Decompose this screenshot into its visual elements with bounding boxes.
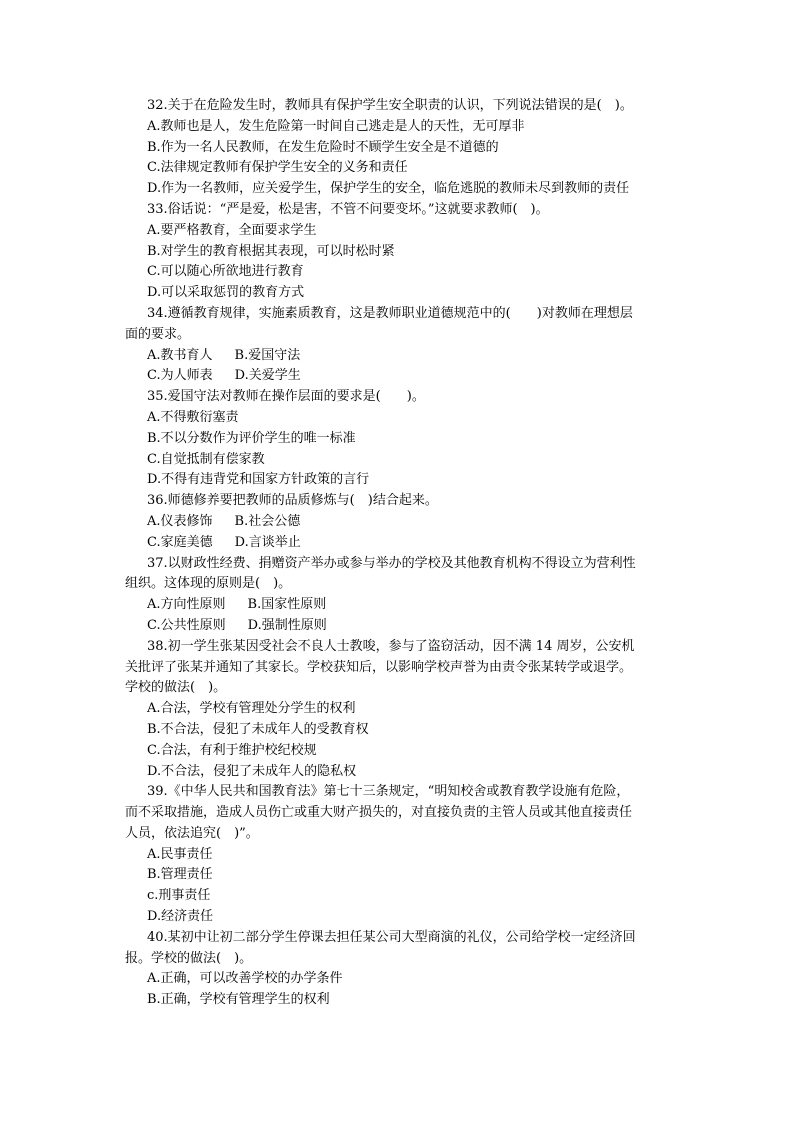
option-c: c.刑事责任 — [147, 888, 211, 904]
option-b: B.爱国守法 — [234, 347, 301, 363]
question-32 — [125, 96, 675, 200]
option-b: B.国家性原则 — [247, 597, 327, 613]
question-stem: 37.以财政性经费、捐赠资产举办或参与举办的学校及其他教育机构不得设立为营利性 — [147, 555, 636, 571]
option-d: D.言谈举止 — [234, 534, 301, 550]
option-c: C.合法，有利于维护校纪校规 — [147, 742, 317, 758]
question-stem: 36.师德修养要把教师的品质修炼与( )结合起来。 — [147, 493, 438, 509]
option-b: B.对学生的教育根据其表现，可以时松时紧 — [147, 243, 395, 259]
question-38 — [125, 637, 675, 783]
question-stem: 38.初一学生张某因受社会不良人士教唆，参与了盗窃活动，因不满 14 周岁，公安机 — [147, 638, 635, 654]
option-c: C.公共性原则 — [147, 617, 226, 633]
option-a: A.方向性原则 — [147, 597, 226, 613]
question-stem: 33.俗话说：“严是爱，松是害，不管不问要变坏。”这就要求教师( )。 — [147, 201, 549, 217]
question-stem-continued: 而不采取措施，造成人员伤亡或重大财产损失的，对直接负责的主管人员或其他直接责任 — [125, 805, 633, 821]
option-b: B.不合法，侵犯了未成年人的受教育权 — [147, 721, 369, 737]
option-a: A.教师也是人，发生危险第一时间自己逃走是人的天性，无可厚非 — [147, 118, 525, 134]
option-row — [125, 616, 675, 637]
question-stem-continued: 面的要求。 — [125, 326, 191, 342]
option-a: A.合法，学校有管理处分学生的权利 — [147, 701, 356, 717]
option-c: C.家庭美德 — [147, 534, 213, 550]
question-stem: 39.《中华人民共和国教育法》第七十三条规定，“明知校舍或教育教学设施有危险， — [147, 784, 630, 800]
option-d: D.关爱学生 — [234, 368, 301, 384]
option-c: C.法律规定教师有保护学生安全的义务和责任 — [147, 160, 408, 176]
option-row — [125, 533, 675, 554]
option-a: A.不得敷衍塞责 — [147, 409, 239, 425]
option-c: C.可以随心所欲地进行教育 — [147, 264, 304, 280]
question-stem-continued: 学校的做法( )。 — [125, 680, 227, 696]
question-35 — [125, 387, 675, 491]
option-b: B.不以分数作为评价学生的唯一标准 — [147, 430, 356, 446]
option-row — [125, 366, 675, 387]
option-d: D.经济责任 — [147, 909, 214, 925]
option-d: D.作为一名教师，应关爱学生，保护学生的安全，临危逃脱的教师未尽到教师的责任 — [147, 181, 630, 197]
question-37 — [125, 554, 675, 637]
question-40 — [125, 928, 675, 1011]
question-stem: 40.某初中让初二部分学生停课去担任某公司大型商演的礼仪，公司给学校一定经济回 — [147, 929, 636, 945]
option-b: B.正确，学校有管理学生的权利 — [147, 992, 330, 1008]
option-c: C.为人师表 — [147, 368, 213, 384]
option-d: D.可以采取惩罚的教育方式 — [147, 285, 305, 301]
question-stem-continued: 组织。这体现的原则是( )。 — [125, 576, 292, 592]
option-a: A.正确，可以改善学校的办学条件 — [147, 971, 343, 987]
option-row — [125, 512, 675, 533]
option-a: A.教书育人 — [147, 347, 213, 363]
option-a: A.要严格教育，全面要求学生 — [147, 222, 317, 238]
question-36 — [125, 491, 675, 553]
option-b: B.管理责任 — [147, 867, 213, 883]
option-a: A.民事责任 — [147, 846, 213, 862]
option-b: B.作为一名人民教师，在发生危险时不顾学生安全是不道德的 — [147, 139, 499, 155]
option-row — [125, 346, 675, 367]
question-stem: 35.爱国守法对教师在操作层面的要求是( )。 — [147, 389, 425, 405]
option-d: D.不得有违背党和国家方针政策的言行 — [147, 472, 370, 488]
option-d: D.强制性原则 — [247, 617, 327, 633]
question-page — [125, 96, 675, 1011]
question-34 — [125, 304, 675, 387]
question-stem: 34.遵循教育规律，实施素质教育，这是教师职业道德规范中的( )对教师在理想层 — [147, 305, 633, 321]
option-c: C.自觉抵制有偿家教 — [147, 451, 265, 467]
option-d: D.不合法，侵犯了未成年人的隐私权 — [147, 763, 357, 779]
question-stem-continued: 关批评了张某并通知了其家长。学校获知后，以影响学校声誉为由责令张某转学或退学。 — [125, 659, 633, 675]
question-stem-continued: 报。学校的做法( )。 — [125, 950, 253, 966]
option-a: A.仪表修饰 — [147, 513, 213, 529]
option-b: B.社会公德 — [234, 513, 301, 529]
question-33 — [125, 200, 675, 304]
option-row — [125, 595, 675, 616]
question-39 — [125, 782, 675, 928]
question-stem: 32.关于在危险发生时，教师具有保护学生安全职责的认识，下列说法错误的是( )。 — [147, 98, 633, 113]
question-stem-continued: 人员，依法追究( )”。 — [125, 825, 259, 841]
